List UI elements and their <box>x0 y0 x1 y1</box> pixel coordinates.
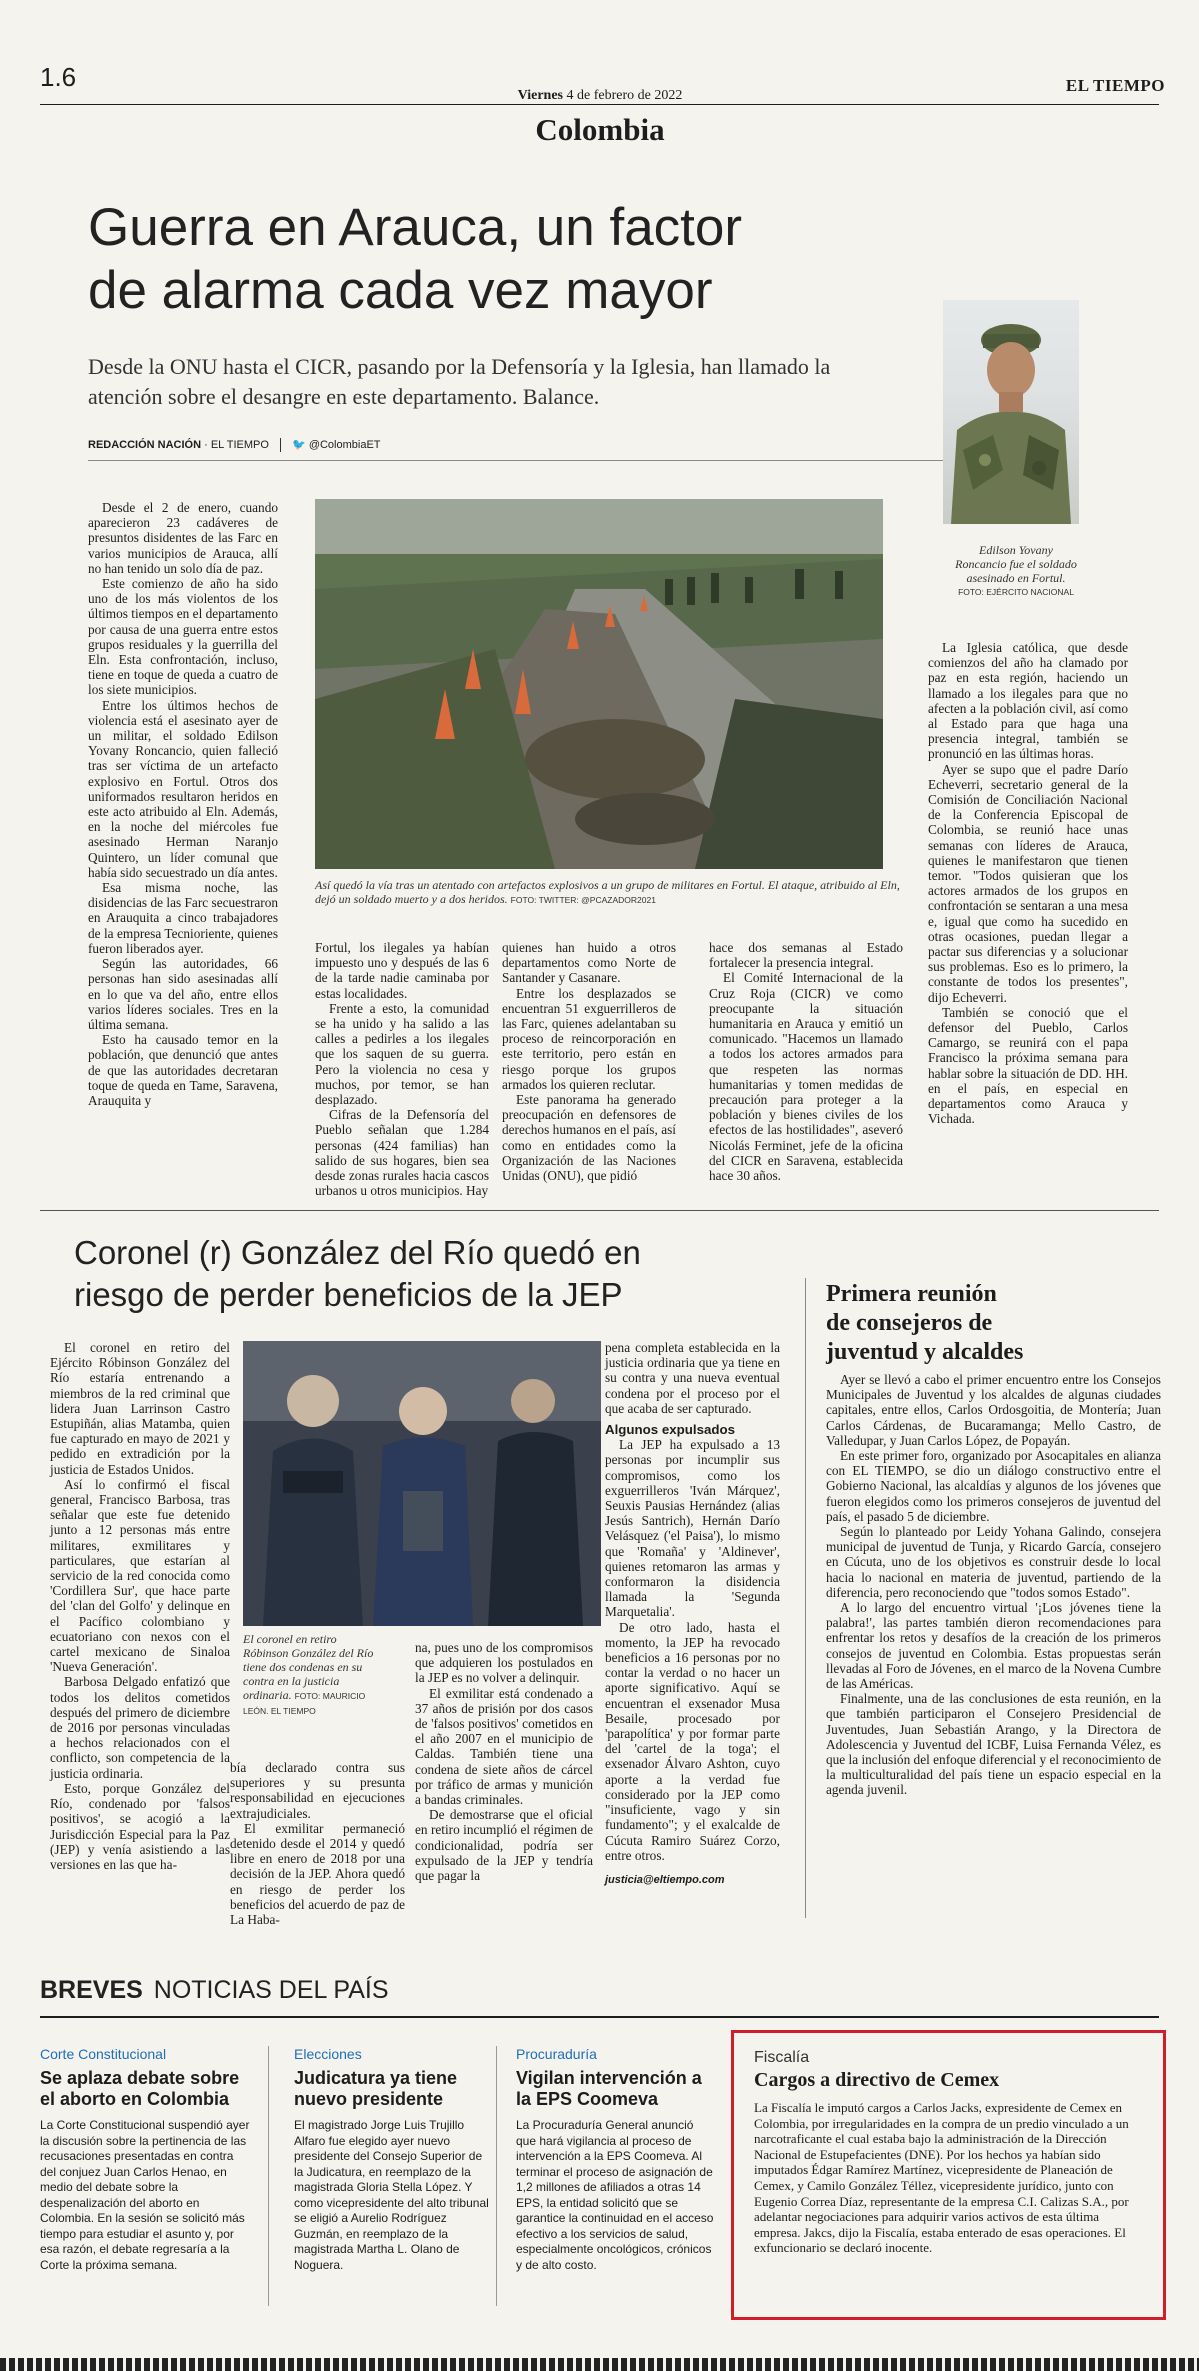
colonel-credit: FOTO: MAURICIO LEÓN. EL TIEMPO <box>243 1691 366 1716</box>
byline-outlet: · EL TIEMPO <box>204 439 269 451</box>
second-column-1 <box>50 1340 230 1872</box>
lead-c3-p1: quienes han huido a otros departamentos como Norte de Santander y Casanare. <box>502 940 676 986</box>
second-c1-p1: El coronel en retiro del Ejército Róbinson González del Río estaría entrenando a miembros de la red criminal que lidera Juan Larrinson Castro Estupiñán, alias Matamba, quien fue capturado en mayo de 2021 y pedido en extradición por la justicia de Estados Unidos. <box>50 1340 230 1477</box>
road-photo-caption <box>315 878 915 907</box>
second-c1-p2: Así lo confirmó el fiscal general, Francisco Barbosa, tras señalar que este fue detenido junto a 12 personas más entre militares, exmilitares y particulares, que estarían al servicio de la red conocida como 'Cordillera Sur', que hace parte del 'clan del Golfo' y delinque en el Pacífico colombiano y ecuatoriano con nexos con el cartel mexicano de Sinaloa 'Nueva Generación'. <box>50 1476 230 1675</box>
road-photo-caption-text: Así quedó la vía tras un atentado con artefactos explosivos a un grupo de militares en Fortul. El ataque, atribuido al Eln, dejó un soldado muerto y a dos heridos. <box>315 878 900 906</box>
masthead-rule <box>40 104 1159 105</box>
sidebar-body <box>826 1372 1161 1798</box>
soldier-portrait <box>943 300 1079 524</box>
lead-c3-p2: Entre los desplazados se encuentran 51 exguerrilleros de las Farc, quienes adelantaban su proceso de reincorporación en este territorio, pero están en riesgo porque los grupos armados los quieren reclutar. <box>502 985 676 1092</box>
lead-column-1 <box>88 500 278 1108</box>
lead-column-3 <box>502 940 676 1183</box>
breve-3-section: Procuraduría <box>516 2046 597 2062</box>
lead-column-2 <box>315 940 489 1198</box>
colonel-caption-text: El coronel en retiro Róbinson González del Río tiene dos condenas en su contra en la justicia ordinaria. <box>243 1632 374 1702</box>
colonel-scene <box>243 1341 601 1626</box>
twitter-handle[interactable]: @ColombiaET <box>308 439 381 451</box>
lead-headline-line1: Guerra en Arauca, un factor <box>88 198 743 257</box>
lead-byline <box>88 438 381 452</box>
second-c2-p1: bía declarado contra sus superiores y su presunta responsabilidad en ejecuciones extrajudiciales. <box>230 1760 405 1821</box>
breve-2-title: Judicatura ya tiene nuevo presidente <box>294 2068 458 2109</box>
breve-item-2 <box>294 2046 494 2273</box>
sidebar-p3: Según lo planteado por Leidy Yohana Galindo, consejera municipal de juventud de Tunja, y Ricardo García, consejero en Cúcuta, uno de los objetivos es construir desde lo local hacia lo nacional en materia de juventud, partiendo de la diferencia, pero reconociendo que "todos somos Estado". <box>826 1524 1161 1600</box>
twitter-icon: 🐦 <box>292 439 306 451</box>
breve-1-body: La Corte Constitucional suspendió ayer la discusión sobre la pertinencia de las recusaciones presentadas en contra del conjuez Juan Carlos Henao, en medio del debate sobre la despenalización del aborto en Colombia. En la sesión se solicitó más tiempo para estudiar el asunto y, por esa razón, el debate regresaría a la Corte la próxima semana. <box>40 2118 250 2272</box>
lead-column-4 <box>709 940 903 1183</box>
sidebar-headline-line2: de consejeros de <box>826 1310 993 1336</box>
sidebar-headline <box>826 1280 1146 1367</box>
second-headline-line2: riesgo de perder beneficios de la JEP <box>74 1276 623 1313</box>
lead-c4-p1: hace dos semanas al Estado fortalecer la presencia integral. <box>709 940 903 971</box>
breve-2-body: El magistrado Jorge Luis Trujillo Alfaro fue elegido ayer nuevo presidente del Consejo Superior de la Judicatura, en reemplazo de la magistrada Gloria Stella López. Y como vicepresidente del alto tribunal se eligió a Aurelio Rodríguez Guzmán, en reemplazo de la magistrada Martha L. Olano de Noguera. <box>294 2118 489 2272</box>
second-c2-p2: El exmilitar permaneció detenido desde el 2014 y quedó libre en enero de 2018 por una decisión de la JEP. Ahora quedó en riesgo de perder los beneficios del acuerdo de paz de La Haba- <box>230 1820 405 1928</box>
lead-c5-p2: Ayer se supo que el padre Darío Echeverri, secretario general de la Comisión de Conciliación Nacional de la Conferencia Episcopal de Colombia, se reunió hace unas semanas con líderes de Arauca, quienes le manifestaron que tienen temor. "Todos quisieran que los actores armados de los grupos en confrontación se sentaran a una mesa e, igual que como ha sucedido en otras ocasiones, puedan llegar a pactar sus diferencias y a solucionar sus problemas. Eso es lo primero, la constante de todos los presentes", dijo Echeverri. <box>928 761 1128 1005</box>
date: 4 de febrero de 2022 <box>566 88 683 103</box>
highlight-body: La Fiscalía le imputó cargos a Carlos Jacks, expresidente de Cemex en Colombia, por irregularidades en la compra de un predio vinculado a un narcotraficante el cual estaba bajo la administración de la Dirección Nacional de Estupefacientes (DNE). Por los hechos ya habían sido imputados Édgar Ramírez Martínez, vicepresidente de Planeación de Cemex, y Camilo González Téllez, vicepresidente jurídico, junto con Eugenio Correa Díaz, representante de la empresa C.I. Calizas S.A., por adelantar negociaciones para adquirir varios activos de esta última empresa. Jakcs, dijo la Fiscalía, estaba enterado de esas operaciones. El exfuncionario se declaró inocente. <box>754 2100 1129 2256</box>
lead-deck: Desde la ONU hasta el CICR, pasando por la Defensoría y la Iglesia, han llamado la atención sobre el desangre en este departamento. Balance. <box>88 354 831 409</box>
second-column-2 <box>230 1760 405 1927</box>
sidebar-p4: A lo largo del encuentro virtual '¡Los jóvenes tiene la palabra!', las partes también dieron recomendaciones para enfrentar los retos y desafíos de la creación de los primeros consejos de juventud en Colombia. Estas propuestas serán llevadas al Foro de Jóvenes, en el marco de la Novena Cumbre de las Américas. <box>826 1600 1161 1692</box>
lead-c5-p1: La Iglesia católica, que desde comienzos del año ha clamado por paz en esta región, haciendo un llamado a los ilegales para que no afecten a la población civil, así como al Estado para que haga una presencia integral, también se pronunció en las últimas horas. <box>928 640 1128 762</box>
second-column-4 <box>605 1340 780 1888</box>
second-c4-p2: De otro lado, hasta el momento, la JEP ha revocado beneficios a 16 personas por no contar la verdad o no hacer un aporte significativo. Aquí se encuentran el exsenador Musa Besaile, procesado por 'parapolítica' y por formar parte del 'cartel de la toga'; el exsenador Álvaro Ashton, cuyo aporte a la verdad fue considerado por la JEP como "insuficiente, vago y sin fundamento"; y el exalcalde de Cúcuta Ramiro Suárez Corzo, entre otros. <box>605 1619 780 1863</box>
breve-divider-1 <box>268 2046 269 2306</box>
sidebar-p2: En este primer foro, organizado por Asocapitales en alianza con EL TIEMPO, se dio un diálogo constructivo entre el Gobierno Nacional, las alcaldías y algunos de los jóvenes que fueron elegidos como los primeros consejeros de juventud del país, el pasado 5 de diciembre. <box>826 1448 1161 1524</box>
lead-c5-p3: También se conoció que el defensor del Pueblo, Carlos Camargo, se reunirá con el papa Francisco la próxima semana para hablar sobre la situación de DD. HH. en el país, en especial en departamentos como Arauca y Vichada. <box>928 1004 1128 1127</box>
lead-c1-p6: Esto ha causado temor en la población, que denunció que antes de que las autoridades decretaran toque de queda en Tame, Saravena, Arauquita y <box>88 1032 278 1108</box>
lead-c1-p4: Esa misma noche, las disidencias de las Farc secuestraron en Arauquita a cinco trabajadores de la empresa Tecnioriente, quienes fueron liberados ayer. <box>88 880 278 956</box>
lead-c2-p2: Frente a esto, la comunidad se ha unido y ha salido a las calles a pedirles a los ilegales que los saquen de su guerra. Pero la violencia no cesa y muchos, por temor, se han desplazado. <box>315 1000 489 1108</box>
breves-rule <box>40 2016 1159 2018</box>
sidebar-p5: Finalmente, una de las conclusiones de esta reunión, en la que también participaron el Consejero Presidencial de Juventudes, Juan Sebastián Arango, y la Directora de Adolescencia y Juventud del ICBF, Luisa Fernanda Vélez, es que la inclusión del enfoque diferencial y el reconocimiento de la multiculturalidad del país tiene un espacio especial en la agenda juvenil. <box>826 1691 1161 1798</box>
portrait-credit: FOTO: EJÉRCITO NACIONAL <box>958 587 1074 597</box>
lead-headline-line2: de alarma cada vez mayor <box>88 261 713 320</box>
byline-desk: REDACCIÓN NACIÓN <box>88 439 202 451</box>
breve-item-3 <box>516 2046 716 2273</box>
breve-1-section: Corte Constitucional <box>40 2046 167 2062</box>
breve-3-body: La Procuraduría General anunció que hará vigilancia al proceso de intervención a la EPS Coomeva. Al terminar el proceso de asignación de 1,2 millones de afiliados a otras 14 EPS, la entidad solicitó que se garantice la continuidad en el acceso efectivo a los servicios de salud, especialmente oncológicos, crónicos y de alto costo. <box>516 2118 714 2272</box>
second-c4-intro: pena completa establecida en la justicia ordinaria que ya tiene en su contra y una nueva eventual condena por el proceso por el que acaba de ser capturado. <box>605 1340 780 1416</box>
second-c3-p3: De demostrarse que el oficial en retiro incumplió el régimen de condicionalidad, podría ser expulsado de la JEP y tendría que pagar la <box>415 1807 593 1884</box>
page-bottom-edge <box>0 2358 1199 2371</box>
portrait-caption-text: Edilson Yovany Roncancio fue el soldado asesinado en Fortul. <box>955 543 1077 585</box>
breve-divider-2 <box>496 2046 497 2306</box>
second-c4-p1: La JEP ha expulsado a 13 personas por incumplir sus compromisos, como los exguerrilleros 'Iván Márquez', Seuxis Pausias Hernández (alias Jesús Santrich), Hernán Darío Velásquez ('el Paisa'), lo mismo que 'Romaña' y 'Aldinever', quienes retomaron las armas y conformaron la disidencia llamada la 'Segunda Marquetalia'. <box>605 1437 780 1620</box>
road-attack-photo <box>315 499 883 869</box>
colonel-photo <box>243 1341 601 1626</box>
section-title: Colombia <box>535 112 665 147</box>
breves-label-bold: BREVES <box>40 1976 143 2004</box>
lead-c1-p5: Según las autoridades, 66 personas han sido asesinadas allí en lo que va del año, entre ellos varios líderes sociales. Tres en la última semana. <box>88 956 278 1032</box>
lead-c2-p3: Cifras de la Defensoría del Pueblo señalan que 1.284 personas (424 familias) han salido de sus hogares, bien sea desde zonas rurales hacia cascos urbanos u otros municipios. Hay <box>315 1107 489 1199</box>
highlight-section: Fiscalía <box>754 2049 810 2066</box>
sidebar-headline-line3: juventud y alcaldes <box>826 1339 1024 1365</box>
page-number: 1.6 <box>40 62 77 92</box>
second-headline <box>74 1232 794 1316</box>
second-c3-p1: na, pues uno de los compromisos que adquieren los postulados en la JEP es no volver a delinquir. <box>415 1640 593 1686</box>
brand-logo: EL TIEMPO <box>1065 76 1165 95</box>
lead-c1-p3: Entre los últimos hechos de violencia está el asesinato ayer de un militar, el soldado Edilson Yovany Roncancio, quien falleció tras ser víctima de un artefacto explosivo en Fortul. Otros dos uniformados resultaron heridos en este acto atribuido al Eln. Además, en la noche del miércoles fue asesinado Herman Naranjo Quintero, un líder comunal que había sido secuestrado un día antes. <box>88 697 278 880</box>
road-photo-credit: FOTO: TWITTER: @PCAZADOR2021 <box>510 895 656 905</box>
road-scene <box>315 499 883 869</box>
second-c3-p2: El exmilitar está condenado a 37 años de prisión por dos casos de 'falsos positivos' cometidos en el año 2007 en el municipio de Caldas. También tiene una condena de siete años de cárcel por tráfico de armas y munición a bandas criminales. <box>415 1685 593 1808</box>
breve-1-title: Se aplaza debate sobre el aborto en Colombia <box>40 2068 240 2109</box>
page-date <box>480 88 720 104</box>
byline-rule <box>88 460 968 461</box>
lead-c3-p3: Este panorama ha generado preocupación en defensores de derechos humanos en el país, así como en entidades como la Organización de las Naciones Unidas (ONU), que pidió <box>502 1092 676 1184</box>
breve-2-section: Elecciones <box>294 2046 362 2062</box>
second-column-3 <box>415 1640 593 1883</box>
sidebar-p1: Ayer se llevó a cabo el primer encuentro entre los Consejos Municipales de Juventud y los alcaldes de algunas ciudades capitales, entre ellos, Carlos Ordosgoitia, de Montería; Juan Carlos Cárdenas, de Bucaramanga; Mello Castro, de Valledupar, y Juan Carlos López, de Popayán. <box>826 1372 1161 1448</box>
column-divider <box>805 1278 806 1918</box>
colonel-caption <box>243 1632 383 1718</box>
breve-highlight-box <box>731 2030 1166 2320</box>
portrait-caption <box>955 543 1077 599</box>
lead-c1-p1: Desde el 2 de enero, cuando aparecieron 23 cadáveres de presuntos disidentes de las Farc en varios municipios de Arauca, allí no han tenido un solo día de paz. <box>88 500 278 576</box>
second-c4-subhead: Algunos expulsados <box>605 1422 736 1438</box>
lead-bottom-rule <box>40 1210 1159 1211</box>
breve-3-title: Vigilan intervención a la EPS Coomeva <box>516 2068 702 2109</box>
lead-c2-p1: Fortul, los ilegales ya habían impuesto uno y después de las 6 de la tarde nadie caminaba por estas localidades. <box>315 940 489 1001</box>
breve-item-1 <box>40 2046 250 2273</box>
weekday: Viernes <box>517 88 563 103</box>
breves-label <box>40 1976 389 2005</box>
lead-c4-p2: El Comité Internacional de la Cruz Roja (CICR) ve como preocupante la situación humanitaria en Arauca y emitió un comunicado. "Hacemos un llamado a todos los actores armados para que respeten las normas humanitarias y tomen medidas de precaución para proteger a la población y bienes civiles de los efectos de las hostilidades", aseveró Nicolás Ferminet, jefe de la oficina del CICR en Saravena, establecida hace 30 años. <box>709 970 903 1184</box>
lead-column-5 <box>928 640 1128 1127</box>
second-c1-p4: Esto, porque González del Río, condenado por 'falsos positivos', se acogió a la Jurisdicción Especial para la Paz (JEP) y venía asistiendo a las versiones en las que ha- <box>50 1780 230 1872</box>
sidebar-headline-line1: Primera reunión <box>826 1281 997 1307</box>
second-contact-email[interactable]: justicia@eltiempo.com <box>605 1873 725 1886</box>
second-c1-p3: Barbosa Delgado enfatizó que todos los delitos cometidos después del primero de diciembre de 2016 por personas vinculadas a hechos relacionados con el conflicto, son competencia de la justicia ordinaria. <box>50 1674 230 1781</box>
breves-label-light: NOTICIAS DEL PAÍS <box>153 1976 389 2004</box>
lead-c1-p2: Este comienzo de año ha sido uno de los más violentos de los últimos tiempos en el departamento por causa de una guerra entre estos grupos residuales y la guerrilla del Eln. Esta confrontación, incluso, tiene en toque de queda a cuatro de los siete municipios. <box>88 576 278 698</box>
byline-divider <box>280 438 281 452</box>
lead-headline <box>88 196 948 322</box>
second-headline-line1: Coronel (r) González del Río quedó en <box>74 1234 641 1271</box>
soldier-figure <box>943 300 1079 524</box>
highlight-title: Cargos a directivo de Cemex <box>754 2069 1000 2091</box>
